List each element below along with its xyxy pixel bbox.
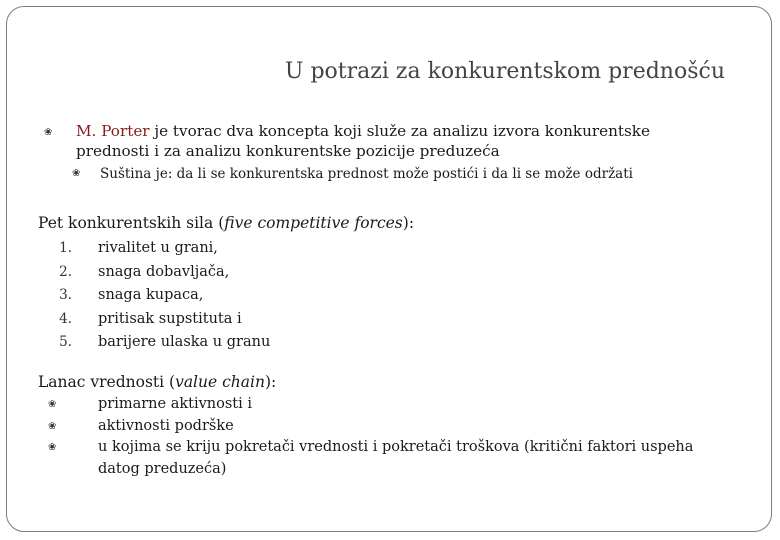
list-number: 3. (59, 287, 72, 303)
bullet-icon: ❀ (48, 442, 57, 453)
list-number: 5. (59, 334, 72, 350)
forces-heading (38, 213, 414, 233)
bullet-icon: ❀ (48, 399, 57, 410)
intro-paragraph (76, 121, 726, 161)
list-text: u kojima se kriju pokretači vrednosti i pokretači troškova (kritični faktori uspeha datog preduzeća) (98, 439, 694, 477)
chain-list (48, 394, 748, 480)
porter-name: M. Porter (76, 122, 150, 140)
list-text: pritisak supstituta i (98, 310, 242, 327)
slide-title: U potrazi za konkurentskom prednošću (284, 59, 725, 84)
bullet-icon: ❀ (72, 168, 81, 179)
list-text: barijere ulaska u granu (98, 334, 271, 350)
list-text: rivalitet u grani, (98, 240, 218, 256)
list-text: aktivnosti podrške (98, 417, 234, 434)
intro-text: je tvorac dva koncepta koji služe za analizu izvora konkurentske prednosti i za analizu konkurentske pozicije preduzeća (76, 122, 650, 160)
bullet-icon: ❀ (48, 420, 57, 432)
forces-heading-em: five competitive forces (224, 214, 403, 232)
list-item (48, 437, 748, 480)
intro-subpoint: Suština je: da li se konkurentska prednost može postići i da li se može održati (100, 166, 633, 182)
chain-heading-post: ): (264, 373, 277, 391)
list-number: 4. (59, 310, 72, 327)
list-item (48, 394, 748, 416)
chain-heading-pre: Lanac vrednosti ( (38, 373, 176, 391)
list-text: snaga dobavljača, (98, 263, 230, 280)
list-number: 2. (59, 263, 72, 280)
list-number: 1. (59, 240, 72, 256)
forces-heading-pre: Pet konkurentskih sila ( (38, 214, 225, 232)
list-text: snaga kupaca, (98, 287, 204, 303)
forces-heading-post: ): (402, 214, 415, 232)
list-item (48, 416, 748, 438)
chain-heading-em: value chain (175, 373, 265, 391)
chain-heading (38, 372, 276, 392)
bullet-icon: ❀ (44, 127, 53, 138)
list-text: primarne aktivnosti i (98, 396, 253, 412)
